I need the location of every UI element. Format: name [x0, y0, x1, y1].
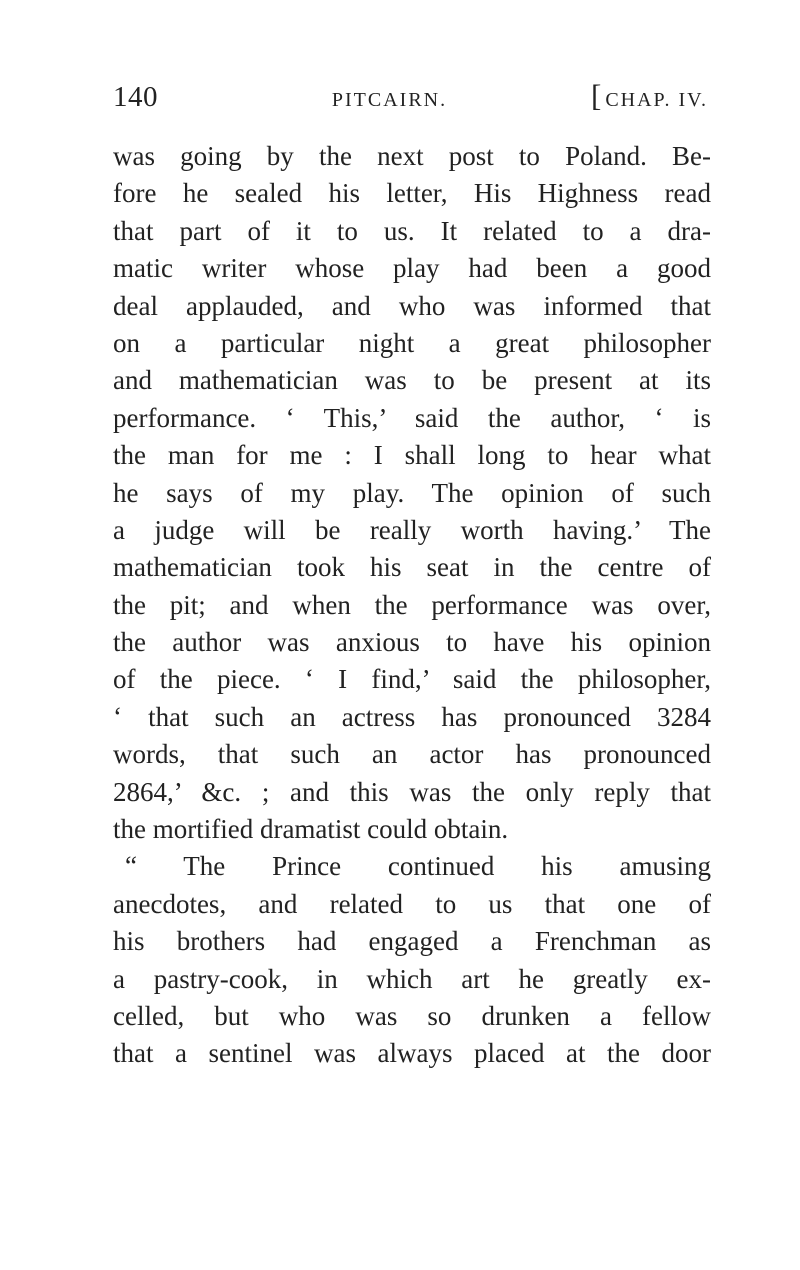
- text-line: that a sentinel was always placed at the door: [113, 1038, 711, 1069]
- text-line: and mathematician was to be present at its: [113, 365, 711, 396]
- text-line: ‘ that such an actress has pronounced 3284: [113, 701, 711, 732]
- text-line: fore he sealed his letter, His Highness read: [113, 178, 711, 209]
- text-line: he says of my play. The opinion of such: [113, 477, 711, 508]
- page-number: 140: [113, 81, 158, 113]
- text-line: the author was anxious to have his opinion: [113, 627, 711, 658]
- paragraph-start-line: “ The Prince continued his amusing: [125, 851, 711, 882]
- body-text: [113, 138, 711, 1073]
- text-line: anecdotes, and related to us that one of: [113, 888, 711, 919]
- text-line: the man for me : I shall long to hear what: [113, 440, 711, 471]
- text-line: performance. ‘ This,’ said the author, ‘ is: [113, 402, 711, 433]
- text-line: matic writer whose play had been a good: [113, 253, 711, 284]
- text-line: mathematician took his seat in the centre of: [113, 552, 711, 583]
- text-line: celled, but who was so drunken a fellow: [113, 1000, 711, 1031]
- text-line: the mortified dramatist could obtain.: [113, 814, 509, 845]
- text-line: a pastry-cook, in which art he greatly ex-: [113, 963, 711, 994]
- text-line: on a particular night a great philosopher: [113, 327, 711, 358]
- chapter-heading: [591, 78, 708, 114]
- text-line: that part of it to us. It related to a dra-: [113, 215, 711, 246]
- text-line: deal applauded, and who was informed that: [113, 290, 711, 321]
- text-line: 2864,’ &c. ; and this was the only reply that: [113, 776, 711, 807]
- running-head: [113, 78, 708, 112]
- text-line: his brothers had engaged a Frenchman as: [113, 926, 711, 957]
- text-line: a judge will be really worth having.’ The: [113, 514, 711, 545]
- text-line: was going by the next post to Poland. Be-: [113, 141, 711, 171]
- running-title: PITCAIRN.: [331, 89, 448, 111]
- text-line: the pit; and when the performance was over,: [113, 589, 711, 620]
- text-line: words, that such an actor has pronounced: [113, 739, 711, 770]
- text-line: of the piece. ‘ I find,’ said the philosopher,: [113, 664, 711, 695]
- chapter-label: CHAP. IV.: [605, 89, 708, 111]
- chapter-bracket: [: [590, 78, 604, 113]
